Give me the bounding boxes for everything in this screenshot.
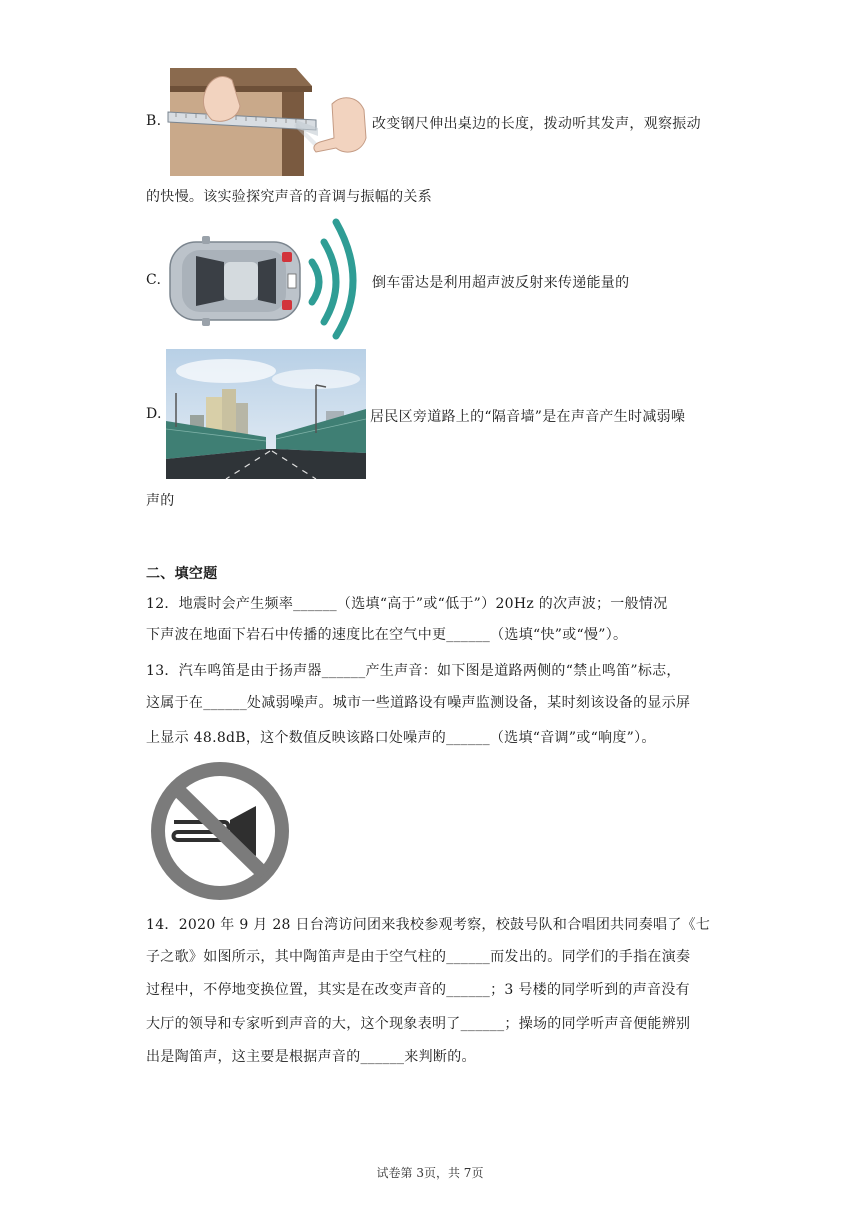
section-title: 二、填空题	[146, 566, 218, 582]
q14-line4: 大厅的领导和专家听到声音的大，这个现象表明了______；操场的同学听声音便能辨别	[146, 1016, 691, 1032]
option-c-label: C.	[146, 272, 162, 288]
q14-line3: 过程中，不停地变换位置，其实是在改变声音的______；3 号楼的同学听到的声音没有	[146, 982, 690, 998]
q12-line1: 12．地震时会产生频率______（选填“高于”或“低于”）20Hz 的次声波；一般情况	[146, 596, 668, 612]
page-footer: 试卷第 3页，共 7页	[376, 1166, 484, 1180]
q13-line3: 上显示 48.8dB，这个数值反映该路口处噪声的______（选填“音调”或“响度”）。	[146, 730, 656, 746]
option-d-text-line2: 声的	[146, 493, 175, 509]
option-b-label: B.	[146, 113, 162, 129]
q13-line2: 这属于在______处减弱噪声。城市一些道路设有噪声监测设备，某时刻该设备的显示屏	[146, 695, 691, 711]
q13-line1: 13．汽车鸣笛是由于扬声器______产生声音：如下图是道路两侧的“禁止鸣笛”标志，	[146, 663, 681, 679]
option-d-text-line1: 居民区旁道路上的“隔音墙”是在声音产生时减弱噪	[370, 409, 686, 425]
option-c-text: 倒车雷达是利用超声波反射来传递能量的	[372, 275, 630, 291]
sound-barrier-road-photo	[166, 349, 366, 479]
option-d-label: D.	[146, 406, 162, 422]
option-b-text-line2: 的快慢。该实验探究声音的音调与振幅的关系	[146, 189, 432, 205]
q12-line2: 下声波在地面下岩石中传播的速度比在空气中更______（选填“快”或“慢”）。	[146, 627, 628, 643]
q14-line5: 出是陶笛声，这主要是根据声音的______来判断的。	[146, 1049, 476, 1065]
no-honking-sign-icon	[148, 760, 292, 902]
q14-line2: 子之歌》如图所示，其中陶笛声是由于空气柱的______而发出的。同学们的手指在演奏	[146, 949, 691, 965]
option-b-text-line1: 改变钢尺伸出桌边的长度，拨动听其发声，观察振动	[372, 116, 701, 132]
q14-line1: 14．2020 年 9 月 28 日台湾访问团来我校参观考察，校鼓号队和合唱团共同奏唱了《七	[146, 917, 711, 933]
reversing-radar-figure	[166, 216, 370, 340]
steel-ruler-figure	[166, 66, 370, 178]
